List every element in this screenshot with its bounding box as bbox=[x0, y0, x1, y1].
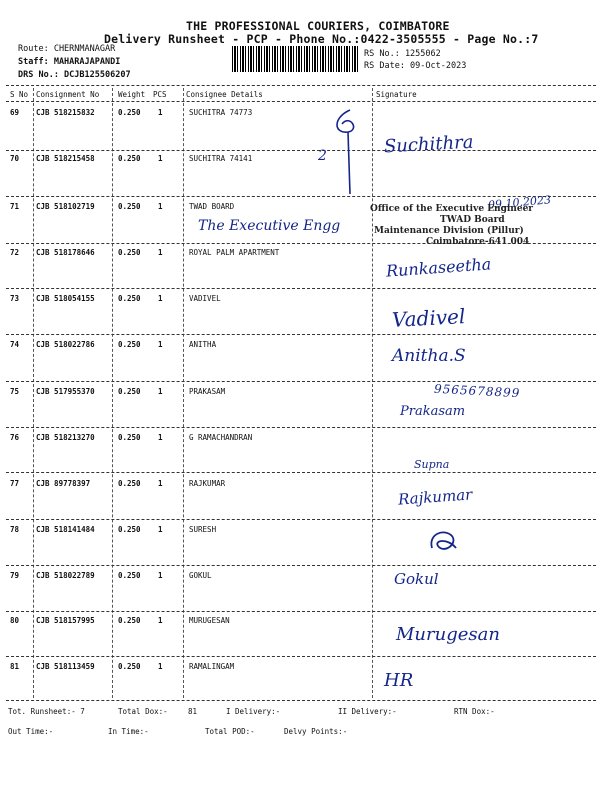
row-consignee: TWAD BOARD bbox=[189, 202, 235, 211]
row-weight: 0.250 bbox=[118, 248, 141, 257]
out-time: Out Time:- bbox=[8, 727, 54, 736]
row-pcs: 1 bbox=[158, 662, 163, 671]
signature-78 bbox=[424, 524, 464, 560]
in-time: In Time:- bbox=[108, 727, 149, 736]
table-row bbox=[0, 473, 600, 519]
row-weight: 0.250 bbox=[118, 662, 141, 671]
signature-74: Anitha.S bbox=[392, 346, 466, 366]
row-weight: 0.250 bbox=[118, 294, 141, 303]
route-label: Route: CHERNMANAGAR bbox=[18, 44, 116, 54]
table-row bbox=[0, 242, 600, 288]
row-sno: 75 bbox=[10, 387, 20, 396]
row-weight: 0.250 bbox=[118, 571, 141, 580]
stamp-line2: TWAD Board bbox=[440, 215, 505, 225]
table-row bbox=[0, 519, 600, 565]
table-row bbox=[0, 610, 600, 656]
row-sno: 76 bbox=[10, 433, 20, 442]
runsheet-title: Delivery Runsheet - PCP - Phone No.:0422-3505555 - Page No.:7 bbox=[104, 32, 539, 46]
row-consignee: SURESH bbox=[189, 525, 217, 534]
staff-label: Staff: MAHARAJAPANDI bbox=[18, 57, 121, 67]
table-row bbox=[0, 148, 600, 194]
row-consignment: CJB 518141484 bbox=[36, 525, 95, 534]
stamp-line4: Coimbatore-641 004 bbox=[426, 237, 530, 247]
col-pcs: PCS bbox=[153, 90, 167, 99]
row-pcs: 1 bbox=[158, 571, 163, 580]
row-weight: 0.250 bbox=[118, 154, 141, 163]
row-sno: 69 bbox=[10, 108, 20, 117]
row-consignee: SUCHITRA 74141 bbox=[189, 154, 253, 163]
row-consignment: CJB 518022786 bbox=[36, 340, 95, 349]
row-consignment: CJB 518215832 bbox=[36, 108, 95, 117]
col-weight: Weight bbox=[118, 90, 146, 99]
signature-75: Prakasam bbox=[400, 404, 466, 419]
signature-73: Vadivel bbox=[391, 304, 466, 332]
signature-69: Suchithra bbox=[383, 131, 475, 158]
signature-81: HR bbox=[384, 670, 414, 691]
row-sno: 74 bbox=[10, 340, 20, 349]
row-sno: 78 bbox=[10, 525, 20, 534]
date-71: 09.10.2023 bbox=[487, 193, 552, 212]
row-pcs: 1 bbox=[158, 340, 163, 349]
row-weight: 0.250 bbox=[118, 479, 141, 488]
row-consignee: ANITHA bbox=[189, 340, 217, 349]
row-weight: 0.250 bbox=[118, 433, 141, 442]
table-row bbox=[0, 565, 600, 611]
row-consignment: CJB 89778397 bbox=[36, 479, 91, 488]
drs-number: DRS No.: DCJB125506207 bbox=[18, 70, 131, 80]
row-consignment: CJB 517955370 bbox=[36, 387, 95, 396]
row-consignment: CJB 518157995 bbox=[36, 616, 95, 625]
stamp-line1: Office of the Executive Engineer bbox=[370, 204, 534, 214]
row-consignment: CJB 518022789 bbox=[36, 571, 95, 580]
barcode bbox=[232, 46, 358, 72]
signature-76: Supna bbox=[414, 458, 450, 471]
ii-delivery: II Delivery:- bbox=[338, 707, 397, 716]
rs-date: RS Date: 09-Oct-2023 bbox=[364, 61, 467, 71]
row-consignment: CJB 518054155 bbox=[36, 294, 95, 303]
company-title: THE PROFESSIONAL COURIERS, COIMBATORE bbox=[186, 19, 450, 33]
row-consignee: RAJKUMAR bbox=[189, 479, 226, 488]
row-pcs: 1 bbox=[158, 202, 163, 211]
row-pcs: 1 bbox=[158, 387, 163, 396]
row-weight: 0.250 bbox=[118, 108, 141, 117]
pen-stroke-mark bbox=[320, 104, 380, 200]
col-consignee: Consignee Details bbox=[186, 90, 263, 99]
row-consignee: VADIVEL bbox=[189, 294, 221, 303]
row-sno: 70 bbox=[10, 154, 20, 163]
row-consignment: CJB 518102719 bbox=[36, 202, 95, 211]
row-sno: 81 bbox=[10, 662, 20, 671]
total-pod: Total POD:- bbox=[205, 727, 255, 736]
col-signature: Signature bbox=[376, 90, 417, 99]
row-weight: 0.250 bbox=[118, 387, 141, 396]
row-weight: 0.250 bbox=[118, 525, 141, 534]
table-row bbox=[0, 102, 600, 148]
row-consignee: PRAKASAM bbox=[189, 387, 226, 396]
table-row bbox=[0, 656, 600, 702]
table-row bbox=[0, 427, 600, 473]
row-weight: 0.250 bbox=[118, 616, 141, 625]
stamp-line3: Maintenance Division (Pillur) bbox=[374, 226, 524, 236]
row-pcs: 1 bbox=[158, 108, 163, 117]
rs-number: RS No.: 1255062 bbox=[364, 49, 441, 59]
col-sno: S No bbox=[10, 90, 29, 99]
row-consignee: ROYAL PALM APARTMENT bbox=[189, 248, 280, 257]
row-consignee: RAMALINGAM bbox=[189, 662, 235, 671]
row-consignment: CJB 518213270 bbox=[36, 433, 95, 442]
signature-77: Rajkumar bbox=[397, 485, 473, 509]
row-pcs: 1 bbox=[158, 479, 163, 488]
row-consignment: CJB 518178646 bbox=[36, 248, 95, 257]
col-consignment: Consignment No bbox=[36, 90, 100, 99]
tot-runsheet: Tot. Runsheet:- 7 bbox=[8, 707, 85, 716]
total-dox-value: 81 bbox=[188, 707, 198, 716]
table-row bbox=[0, 334, 600, 380]
row-sno: 71 bbox=[10, 202, 20, 211]
row-consignee: SUCHITRA 74773 bbox=[189, 108, 253, 117]
row-rule bbox=[6, 700, 596, 701]
row-sno: 80 bbox=[10, 616, 20, 625]
header-top-rule bbox=[6, 85, 596, 86]
row-pcs: 1 bbox=[158, 154, 163, 163]
delvy-points: Delvy Points:- bbox=[284, 727, 348, 736]
signature-80: Murugesan bbox=[396, 624, 500, 645]
row-pcs: 1 bbox=[158, 525, 163, 534]
row-pcs: 1 bbox=[158, 616, 163, 625]
row-consignee: GOKUL bbox=[189, 571, 212, 580]
twad-note: The Executive Engg bbox=[198, 218, 341, 234]
row-pcs: 1 bbox=[158, 294, 163, 303]
row-pcs: 1 bbox=[158, 433, 163, 442]
row-consignment: CJB 518215458 bbox=[36, 154, 95, 163]
row-sno: 73 bbox=[10, 294, 20, 303]
signature-70: 2 bbox=[318, 148, 327, 164]
rtn-dox: RTN Dox:- bbox=[454, 707, 495, 716]
i-delivery: I Delivery:- bbox=[226, 707, 281, 716]
signature-79: Gokul bbox=[394, 570, 439, 588]
table-row bbox=[0, 288, 600, 334]
row-consignment: CJB 518113459 bbox=[36, 662, 95, 671]
row-sno: 72 bbox=[10, 248, 20, 257]
phone-75: 9565678899 bbox=[433, 381, 521, 401]
row-consignee: MURUGESAN bbox=[189, 616, 230, 625]
row-weight: 0.250 bbox=[118, 202, 141, 211]
signature-72: Runkaseetha bbox=[385, 254, 492, 281]
row-weight: 0.250 bbox=[118, 340, 141, 349]
row-consignee: G RAMACHANDRAN bbox=[189, 433, 253, 442]
row-pcs: 1 bbox=[158, 248, 163, 257]
total-dox-label: Total Dox:- bbox=[118, 707, 168, 716]
row-sno: 79 bbox=[10, 571, 20, 580]
row-sno: 77 bbox=[10, 479, 20, 488]
